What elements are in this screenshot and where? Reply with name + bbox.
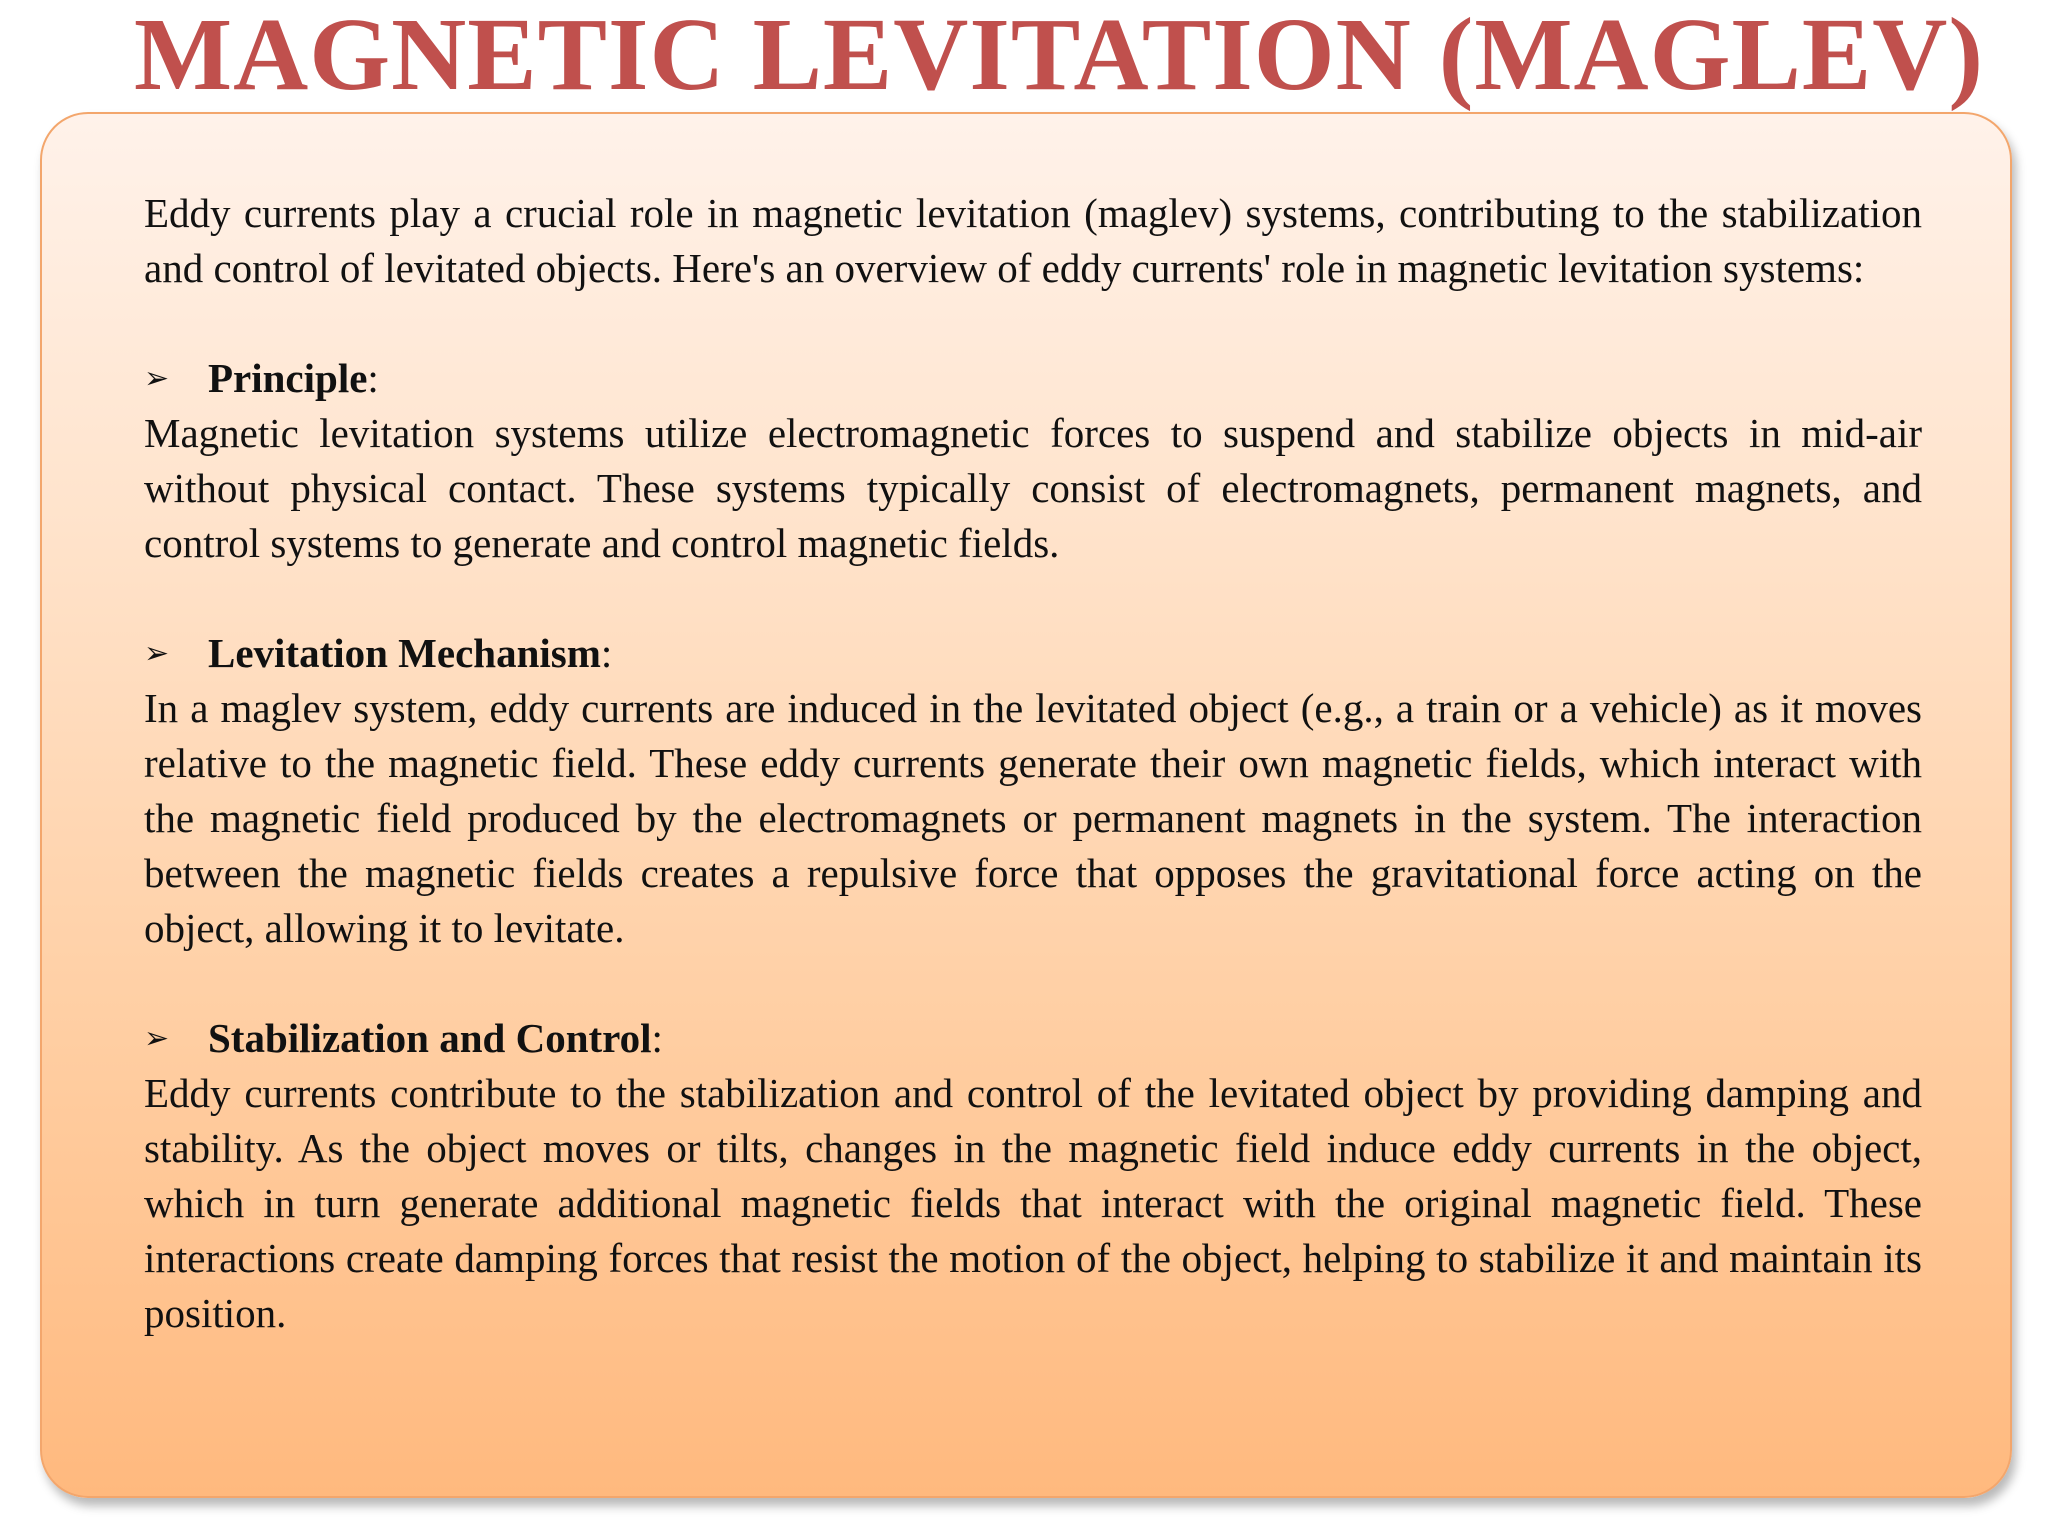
heading-label: Levitation Mechanism (208, 630, 601, 676)
spacer (144, 956, 1922, 1011)
heading-colon: : (367, 355, 379, 401)
heading-colon: : (651, 1015, 663, 1061)
heading-colon: : (600, 630, 613, 676)
spacer (144, 296, 1922, 351)
spacer (144, 571, 1922, 626)
content-box (40, 112, 2012, 1498)
arrowhead-bullet-icon: ➢ (144, 361, 170, 396)
section-heading-principle (144, 351, 1922, 406)
section-body-levitation-mechanism: In a maglev system, eddy currents are induced in the levitated object (e.g., a train or a vehicle) as it moves relative to the magnetic field. These eddy currents generate their own magnetic fields, which interact with the magnetic field produced by the electromagnets or permanent magnets in the system. The interaction between the magnetic fields creates a repulsive force that opposes the gravitational force acting on the object, allowing it to levitate. (144, 685, 1922, 951)
slide-title: MAGNETIC LEVITATION (MAGLEV) (133, 0, 1985, 112)
section-body-stabilization-control: Eddy currents contribute to the stabilization and control of the levitated object by providing damping and stability. As the object moves or tilts, changes in the magnetic field induce eddy currents in the object, which in turn generate additional magnetic fields that interact with the original magnetic field. These interactions create damping forces that resist the motion of the object, helping to stabilize it and maintain its position. (144, 1070, 1922, 1336)
heading-label: Principle (208, 355, 368, 401)
section-heading-levitation-mechanism (144, 626, 1922, 681)
section-heading-stabilization-control (144, 1011, 1922, 1066)
section-body-principle: Magnetic levitation systems utilize electromagnetic forces to suspend and stabilize objects in mid-air without physical contact. These systems typically consist of electromagnets, permanent magnets, and control systems to generate and control magnetic fields. (144, 410, 1922, 566)
arrowhead-bullet-icon: ➢ (144, 1021, 170, 1056)
heading-label: Stabilization and Control (208, 1015, 652, 1061)
arrowhead-bullet-icon: ➢ (144, 636, 170, 671)
intro-paragraph: Eddy currents play a crucial role in magnetic levitation (maglev) systems, contributing to the stabilization and control of levitated objects. Here's an overview of eddy currents' role in magnetic levitation systems: (144, 190, 1922, 291)
